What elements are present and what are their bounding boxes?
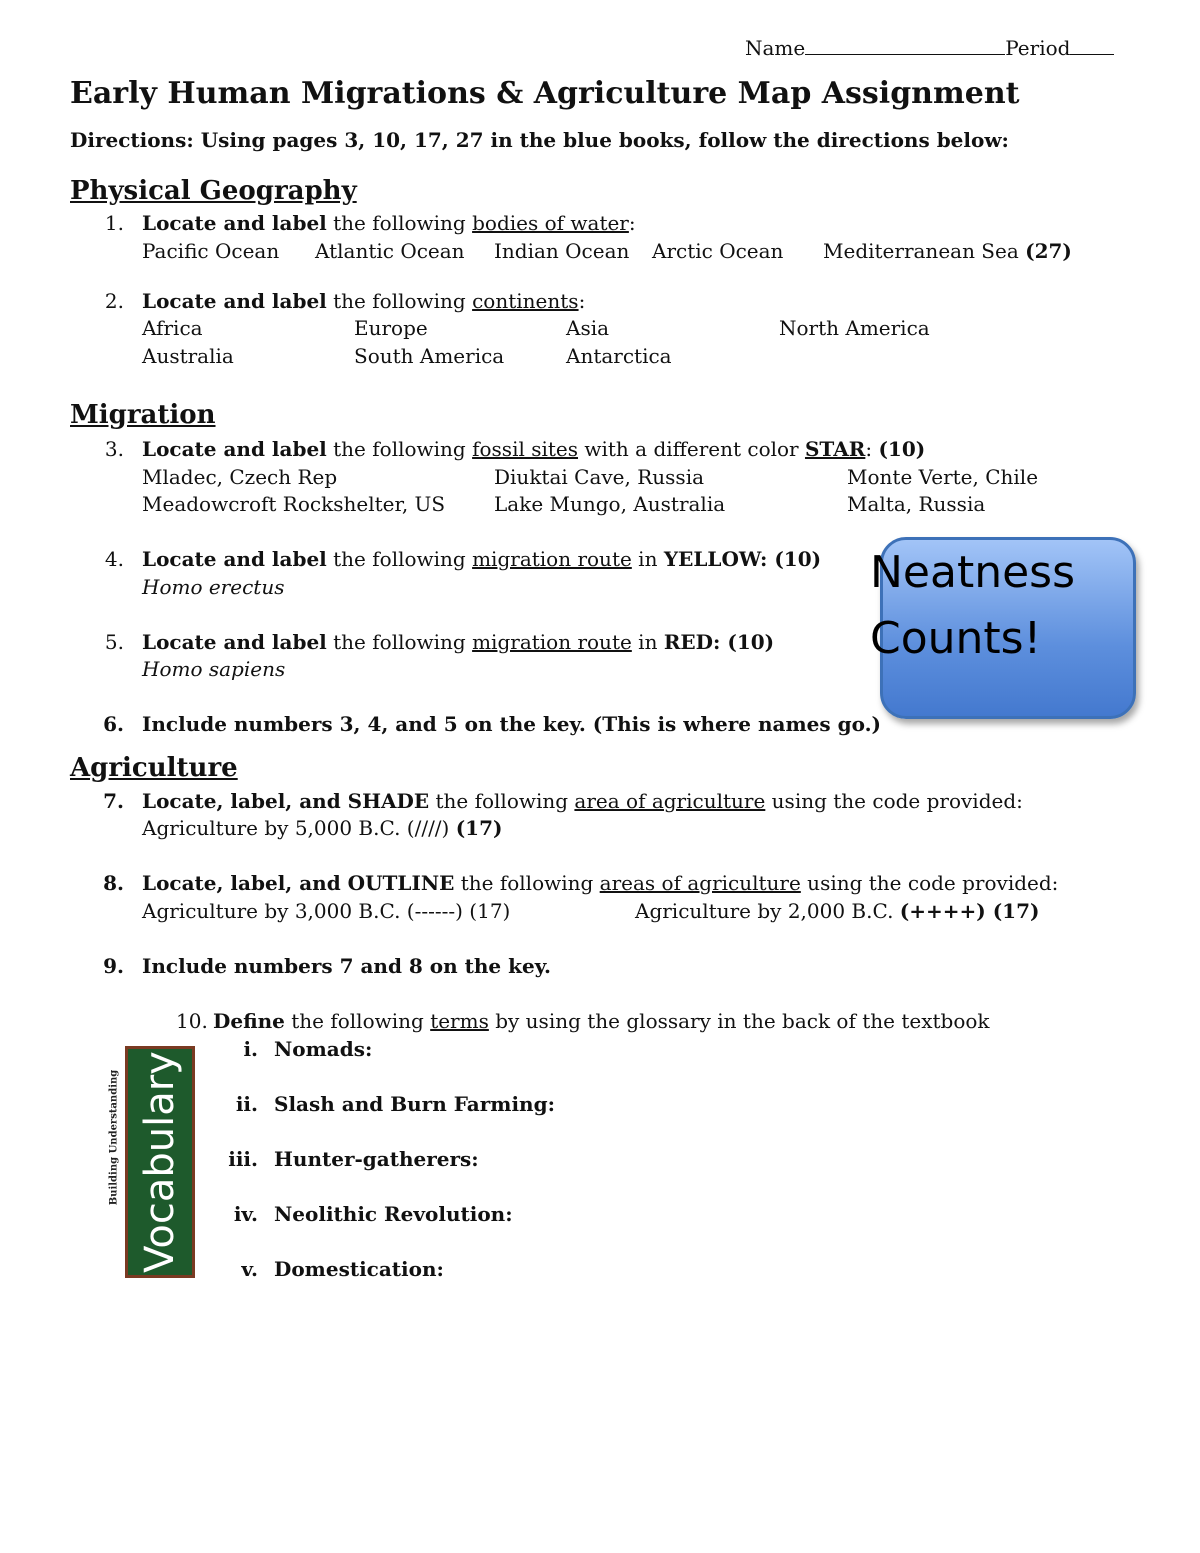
list-item: North America xyxy=(779,316,930,340)
term-number: iv. xyxy=(233,1202,258,1226)
agriculture-5000bc: Agriculture by 5,000 B.C. (////) (17) xyxy=(142,816,503,840)
vocabulary-chalkboard-graphic xyxy=(125,1046,195,1278)
term-domestication: Domestication: xyxy=(274,1257,444,1281)
section-migration: Migration xyxy=(70,400,216,430)
item-9-instruction: Include numbers 7 and 8 on the key. xyxy=(142,954,551,978)
list-item: Europe xyxy=(354,316,428,340)
item-number: 6. xyxy=(103,712,124,736)
list-item: Arctic Ocean xyxy=(652,239,784,263)
item-4-instruction: Locate and label the following migration route in YELLOW: (10) xyxy=(142,547,822,571)
period-label: Period xyxy=(1005,36,1071,60)
vocabulary-word: Vocabulary xyxy=(137,1051,183,1273)
list-item: Malta, Russia xyxy=(847,492,986,516)
list-item: Monte Verte, Chile xyxy=(847,465,1039,489)
name-label: Name xyxy=(745,36,806,60)
list-item: Lake Mungo, Australia xyxy=(494,492,726,516)
item-number: 5. xyxy=(104,630,124,654)
item-number: 8. xyxy=(103,871,124,895)
item-number: 2. xyxy=(104,289,124,313)
page-title: Early Human Migrations & Agriculture Map Assignment xyxy=(70,76,1020,111)
list-item: Indian Ocean xyxy=(494,239,630,263)
period-blank[interactable] xyxy=(1070,36,1114,55)
item-number: 7. xyxy=(103,789,124,813)
list-item: Mladec, Czech Rep xyxy=(142,465,338,489)
item-2-instruction: Locate and label the following continents: xyxy=(142,289,586,313)
term-number: v. xyxy=(241,1257,258,1281)
item-number: 1. xyxy=(104,211,124,235)
list-item: Atlantic Ocean xyxy=(315,239,465,263)
list-item: Africa xyxy=(142,316,203,340)
term-number: iii. xyxy=(228,1147,258,1171)
list-item: Diuktai Cave, Russia xyxy=(494,465,705,489)
agriculture-2000bc: Agriculture by 2,000 B.C. (++++) (17) xyxy=(635,899,1040,923)
name-period-line xyxy=(745,36,1114,60)
term-nomads: Nomads: xyxy=(274,1037,373,1061)
list-item: South America xyxy=(354,344,505,368)
list-item: Asia xyxy=(566,316,610,340)
agriculture-3000bc: Agriculture by 3,000 B.C. (------) (17) xyxy=(142,899,511,923)
list-item: Antarctica xyxy=(566,344,672,368)
list-item-mediterranean: Mediterranean Sea (27) xyxy=(823,239,1072,263)
item-7-instruction: Locate, label, and SHADE the following area of agriculture using the code provided: xyxy=(142,789,1023,813)
neatness-callout-text: Neatness Counts! xyxy=(870,547,1076,664)
name-blank[interactable] xyxy=(805,36,1005,55)
species-homo-erectus: Homo erectus xyxy=(142,575,285,599)
term-hunter-gatherers: Hunter-gatherers: xyxy=(274,1147,479,1171)
item-number: 4. xyxy=(104,547,124,571)
item-10-instruction: Define the following terms by using the glossary in the back of the textbook xyxy=(213,1009,990,1033)
list-item: Australia xyxy=(142,344,234,368)
term-slash-and-burn: Slash and Burn Farming: xyxy=(274,1092,555,1116)
directions: Directions: Using pages 3, 10, 17, 27 in the blue books, follow the directions below: xyxy=(70,128,1009,152)
list-item: Meadowcroft Rockshelter, US xyxy=(142,492,446,516)
section-physical-geography: Physical Geography xyxy=(70,176,357,206)
list-item: Pacific Ocean xyxy=(142,239,280,263)
term-number: i. xyxy=(243,1037,258,1061)
section-agriculture: Agriculture xyxy=(70,753,238,783)
item-3-instruction: Locate and label the following fossil sites with a different color STAR: (10) xyxy=(142,437,926,461)
vocabulary-side-caption: Building Understanding xyxy=(108,1069,120,1205)
item-1-instruction: Locate and label the following bodies of water: xyxy=(142,211,636,235)
term-number: ii. xyxy=(235,1092,258,1116)
item-5-instruction: Locate and label the following migration route in RED: (10) xyxy=(142,630,775,654)
item-number: 10. xyxy=(176,1009,208,1033)
item-6-instruction: Include numbers 3, 4, and 5 on the key. (This is where names go.) xyxy=(142,712,881,736)
species-homo-sapiens: Homo sapiens xyxy=(142,657,286,681)
item-number: 9. xyxy=(103,954,124,978)
item-8-instruction: Locate, label, and OUTLINE the following areas of agriculture using the code provided: xyxy=(142,871,1059,895)
item-number: 3. xyxy=(104,437,124,461)
term-neolithic-revolution: Neolithic Revolution: xyxy=(274,1202,513,1226)
